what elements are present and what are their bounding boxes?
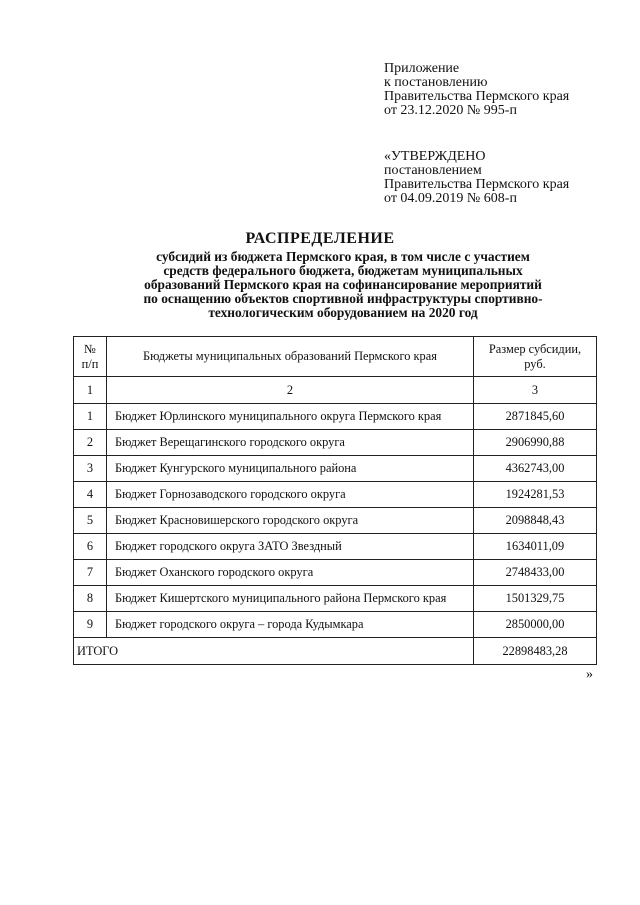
approval-line: Правительства Пермского края: [384, 177, 570, 192]
subtitle-line: субсидий из бюджета Пермского края, в том числе с участием: [156, 249, 530, 264]
document-title: РАСПРЕДЕЛЕНИЕ: [245, 230, 395, 247]
row-amount: 4362743,00: [474, 456, 597, 482]
subtitle-line: технологическим оборудованием на 2020 год: [208, 305, 478, 320]
row-amount: 1501329,75: [474, 586, 597, 612]
row-number: 1: [74, 404, 107, 430]
table-row: [74, 534, 597, 560]
row-amount: 2871845,60: [474, 404, 597, 430]
row-number: 8: [74, 586, 107, 612]
appendix-line: Правительства Пермского края: [384, 89, 570, 104]
row-budget-name: Бюджет Юрлинского муниципального округа Пермского края: [107, 404, 474, 430]
row-budget-name: Бюджет Красновишерского городского округа: [107, 508, 474, 534]
row-amount: 1924281,53: [474, 482, 597, 508]
index-cell: 2: [107, 377, 474, 404]
header-budget-name: Бюджеты муниципальных образований Пермского края: [107, 337, 474, 377]
row-budget-name: Бюджет городского округа ЗАТО Звездный: [107, 534, 474, 560]
table-total-row: [74, 638, 597, 665]
row-budget-name: Бюджет Верещагинского городского округа: [107, 430, 474, 456]
approval-block: [384, 150, 569, 206]
table-header-row: [74, 337, 597, 377]
row-amount: 2906990,88: [474, 430, 597, 456]
header-subsidy-amount: Размер субсидии, руб.: [474, 337, 597, 377]
row-budget-name: Бюджет Кунгурского муниципального района: [107, 456, 474, 482]
appendix-block: [384, 62, 569, 118]
appendix-line: Приложение: [384, 61, 460, 76]
document-subtitle: [100, 250, 586, 320]
approval-line: «УТВЕРЖДЕНО: [384, 149, 486, 164]
table-row: [74, 482, 597, 508]
table-row: [74, 508, 597, 534]
row-amount: 2850000,00: [474, 612, 597, 638]
row-number: 5: [74, 508, 107, 534]
row-number: 4: [74, 482, 107, 508]
total-amount: 22898483,28: [474, 638, 597, 665]
subtitle-line: образований Пермского края на софинансирование мероприятий: [144, 277, 542, 292]
distribution-table: [73, 336, 597, 665]
subtitle-line: по оснащению объектов спортивной инфраструктуры спортивно-: [143, 291, 543, 306]
row-number: 7: [74, 560, 107, 586]
appendix-line: к постановлению: [384, 75, 488, 90]
table-row: [74, 560, 597, 586]
row-amount: 2098848,43: [474, 508, 597, 534]
row-number: 6: [74, 534, 107, 560]
table-row: [74, 430, 597, 456]
index-cell: 3: [474, 377, 597, 404]
row-number: 2: [74, 430, 107, 456]
subtitle-line: средств федерального бюджета, бюджетам муниципальных: [163, 263, 523, 278]
row-budget-name: Бюджет городского округа – города Кудымкара: [107, 612, 474, 638]
table-row: [74, 612, 597, 638]
table-row: [74, 586, 597, 612]
table-row: [74, 456, 597, 482]
row-budget-name: Бюджет Горнозаводского городского округа: [107, 482, 474, 508]
row-number: 9: [74, 612, 107, 638]
approval-line: постановлением: [384, 163, 482, 178]
appendix-line: от 23.12.2020 № 995-п: [384, 103, 517, 118]
approval-line: от 04.09.2019 № 608-п: [384, 191, 517, 206]
row-budget-name: Бюджет Оханского городского округа: [107, 560, 474, 586]
closing-quote-mark: »: [586, 667, 593, 682]
header-number: № п/п: [74, 337, 107, 377]
row-budget-name: Бюджет Кишертского муниципального района Пермского края: [107, 586, 474, 612]
row-amount: 1634011,09: [474, 534, 597, 560]
total-label: ИТОГО: [74, 638, 474, 665]
table-index-row: [74, 377, 597, 404]
table-row: [74, 404, 597, 430]
row-number: 3: [74, 456, 107, 482]
index-cell: 1: [74, 377, 107, 404]
row-amount: 2748433,00: [474, 560, 597, 586]
